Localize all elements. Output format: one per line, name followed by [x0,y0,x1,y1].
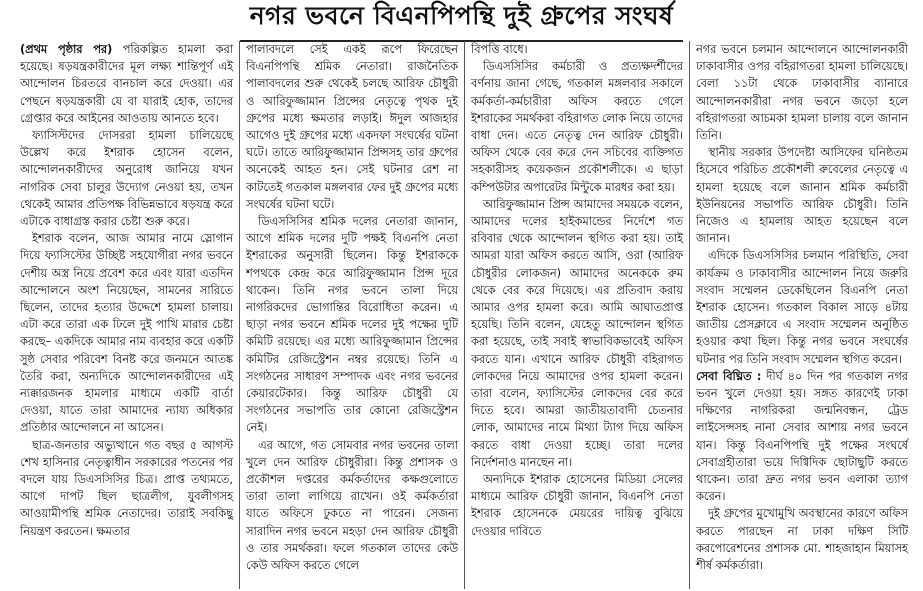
paragraph [696,505,908,574]
column-1 [14,41,239,589]
paragraph-text: নগর ভবনে চলমান আন্দোলনে আন্দোলনকারী ঢাকাবাসীর ওপর বহিরাগতরা হামলা চালিয়েছে। বেলা ১১টা থেকে ঢাকাবাসীর ব্যানারে আন্দোলনকারীরা নগর ভবনে জড়ো হলে বহিরাগতরা আচমকা হামলা চালায় বলে জানান তিনি। [696,43,908,143]
article-body [14,41,914,589]
paragraph-text: স্থানীয় সরকার উপদেষ্টা আসিফের ঘনিষ্ঠতম হিসেবে পরিচিত প্রকৌশলী রুবেলের নেতৃত্বে এ হামলা হয়েছে বলে জানান শ্রমিক কর্মচারী ইউনিয়নের সভাপতি আরিফ চৌধুরী। তিনি নিজেও এ হামলায় আহত হয়েছেন বলে জানান। [696,146,908,246]
paragraph-lead: সেবা বিঘ্নিত : [696,369,762,383]
paragraph-text: পালাবদলে সেই একই রূপে ফিরেছেন বিএনপিপন্থি শ্রমিক নেতারা। রাজনৈতিক পালাবদলের শুরু থেকেই চলছে আরিফ চৌধুরী ও আরিফুজ্জামান প্রিন্সের নেতৃত্বে পৃথক দুই গ্রুপের মধ্যে ক্ষমতার লড়াই। ঈদুল আজহার আগেও দুই গ্রুপের মধ্যে একদফা সংঘর্ষের ঘটনা ঘটে। তাতে আরিফুজ্জামান প্রিন্সসহ তার গ্রুপের অনেকেই আহত হন। সেই ঘটনার রেশ না কাটতেই গতকাল মঙ্গলবার ফের দুই গ্রুপের মধ্যে সংঘর্ষের ঘটনা ঘটে। [246,43,458,211]
paragraph-text: ডিএসসিসির শ্রমিক দলের নেতারা জানান, আগে শ্রমিক দলের দুটি পক্ষই বিএনপি নেতা ইশরাকের অনুসারী ছিলেন। কিন্তু ইশরাককে শপথকে কেন্দ্র করে আরিফুজ্জামান প্রিন্স দূরে থাকেন। তিনি নগর ভবনে তালা দিয়ে নাগরিকদের ভোগান্তির বিরোধিতা করেন। এ ছাড়া নগর ভবনে শ্রমিক দলের দুই পক্ষের দুটি কমিটি রয়েছে। এর মধ্যে আরিফুজ্জামান প্রিন্সের কমিটির রেজিস্ট্রেশন নম্বর রয়েছে। তিনি এ সংগঠনের সাধারণ সম্পাদক এবং নগর ভবনের কেয়ারটেকার। কিন্তু আরিফ চৌধুরী যে সংগঠনের সভাপতি তার কোনো রেজিস্ট্রেশন নেই। [246,215,458,435]
column-2 [239,41,464,589]
paragraph-text: ফ্যাসিস্টদের দোসররা হামলা চালিয়েছে উল্লেখ করে ইশরাক হোসেন বলেন, আন্দোলনকারীদের অনুরোধ জানিয়ে যখন নাগরিক সেবা চালুর উদ্যোগ নেওয়া হয়, তখন থেকেই আমার প্রতিপক্ষ বিভিন্নভাবে ষড়যন্ত্র করে এটাকে বাধাগ্রস্ত করার চেষ্টা শুরু করে। [20,129,233,229]
paragraph-text: অন্যদিকে ইশরাক হোসেনের মিডিয়া সেলের মাধ্যমে আরিফ চৌধুরী জানান, বিএনপি নেতা ইশরাক হোসেনকে মেয়রের দায়িত্ব বুঝিয়ে দেওয়ার দাবিতে [471,473,683,538]
column-3 [464,41,689,589]
paragraph-text: আরিফুজ্জামান প্রিন্স আমাদের সময়কে বলেন, আমাদের দলের হাইকমান্ডের নির্দেশে গত রবিবার থেকে আন্দোলন স্থগিত করা হয়। তাই আমরা যারা অফিস করতে আসি, ওরা (আরিফ চৌধুরীর লোকজন) আমাদের অনেককে রুম থেকে বের করে দিয়েছে। এর প্রতিবাদ করায় আমার ওপর হামলা করে। আমি আঘাতপ্রাপ্ত হয়েছি। তিনি বলেন, যেহেতু আন্দোলন স্থগিত করা হয়েছে, তাই সবাই স্বাভাবিকভাবেই অফিস করতে যান। এখানে আরিফ চৌধুরী বহিরাগত লোকদের নিয়ে আমাদের ওপর হামলা করেন। তারা বলেন, ফ্যাসিস্টের লোকদের বের করে দিতে হবে। আমরা জাতীয়তাবাদী চেতনার লোক, আমাদের নামে মিথ্যা ট্যাগ দিয়ে অফিস করতে বাধা দেওয়া হচ্ছে। তারা দলের নির্দেশনাও মানছেন না। [471,197,683,469]
paragraph-text: এর আগে, গত সোমবার নগর ভবনের তালা খুলে দেন আরিফ চৌধুরীরা। কিন্তু প্রশাসক ও প্রকৌশল দপ্তরের কর্মকর্তাদের কক্ষগুলোতে তারা তালা লাগিয়ে রাখেন। ওই কর্মকর্তারা যাতে অফিসে ঢুকতে না পারেন। সেজন্য সারাদিন নগর ভবনে মহড়া দেন আরিফ চৌধুরী ও তার সমর্থকরা। ফলে গতকাল তাদের কেউ কেউ অফিস করতে গেলে [246,438,458,573]
paragraph [696,247,908,367]
paragraph-text: ডিএসসিসির কর্মচারী ও প্রত্যক্ষদর্শীদের বর্ণনায় জানা গেছে, গতকাল মঙ্গলবার সকালে কর্মকর্তা-কর্মচারীরা অফিস করতে গেলে ইশরাকের সমর্থকরা বহিরাগত লোক নিয়ে তাদের বাধা দেন। এতে নেতৃত্ব দেন আরিফ চৌধুরী। অফিস থেকে বের করে দেন সচিবের ব্যক্তিগত সহকারীসহ কয়েকজন প্রকৌশলীকে। এ ছাড়া কম্পিউটার অপারেটর মিন্টুকে মারধর করা হয়। [471,60,683,194]
paragraph [696,368,908,506]
article-headline: নগর ভবনে বিএনপিপন্থি দুই গ্রুপের সংঘর্ষ [240,0,684,42]
paragraph [696,144,908,247]
paragraph [246,213,458,437]
paragraph-text: দীর্ঘ ৪০ দিন পর গতকাল নগর ভবন খুলে দেওয়া হয়। সঙ্গত কারণেই ঢাকা দক্ষিণের নাগরিকরা জন্মনিবন্ধন, ট্রেড লাইসেন্সসহ নানা সেবার আশায় নগর ভবনে যান। কিন্তু বিএনপিপন্থি দুই পক্ষের সংঘর্ষে সেবাগ্রহীতারা ভয়ে দিগ্বিদিক ছোটাছুটি করতে থাকেন। তারা দ্রুত নগর ভবন এলাকা ত্যাগ করেন। [696,369,908,504]
paragraph-text: ইশরাক বলেন, আজ আমার নামে স্লোগান দিয়ে ফ্যাসিস্টের উচ্ছিষ্ট সহযোগীরা নগর ভবনে দেশীয় অস্ত্র নিয়ে প্রবেশ করে এবং যারা এতদিন আন্দোলনে অংশ নিয়েছেন, সামনের সারিতে ছিলেন, তাদের হত্যার উদ্দেশে হামলা চালায়। এটা করে তারা এক ঢিলে দুই পাখি মারার চেষ্টা করছে– একদিকে আমার নাম ব্যবহার করে একটি সুষ্ঠ সেবার পরিবেশ বিনষ্ট করে জনমনে আতঙ্ক তৈরি করা, অন্যদিকে আন্দোলনকারীদের এই ন্যক্কারজনক হামলার মাধ্যমে একটি বার্তা দেওয়া, যাতে তারা আমাদের ন্যায্য অধিকার প্রতিষ্ঠার আন্দোলনে না আসেন। [20,232,233,435]
column-4 [689,41,914,589]
paragraph-text: এদিকে ডিএসসিসির চলমান পরিস্থিতি, সেবা কার্যক্রম ও ঢাকাবাসীর আন্দোলন নিয়ে জরুরি সংবাদ সম্মেলন ডেকেছিলেন বিএনপি নেতা ইশরাক হোসেন। গতকাল বিকাল সাড়ে ৪টায় জাতীয় প্রেসক্লাবে এ সংবাদ সম্মেলন অনুষ্ঠিত হওয়ার কথা ছিল। কিন্তু নগর ভবনে সংঘর্ষের ঘটনার পর তিনি সংবাদ সম্মেলন স্থগিত করেন। [696,249,908,366]
paragraph [20,127,233,230]
paragraph-text: ছাত্র-জনতার অভ্যুত্থানে গত বছর ৫ আগস্ট শেখ হাসিনার নেতৃত্বাধীন সরকারের পতনের পর বদলে যায় ডিএসসিসির চিত্র। প্রাপ্ত তথ্যমতে, আগে দাপট ছিল ছাত্রলীগ, যুবলীগসহ আওয়ামীপন্থি শ্রমিক নেতাদের। তারাই সবকিছু নিয়ন্ত্রণ করতেন। ক্ষমতার [20,438,233,538]
paragraph [471,58,683,196]
paragraph [20,41,233,127]
paragraph [20,230,233,436]
paragraph [471,196,683,471]
headline-container [0,0,923,38]
paragraph [471,471,683,540]
paragraph-lead: (প্রথম পৃষ্ঠার পর) [20,43,113,56]
paragraph-text: পরিকল্পিত হামলা করা হয়েছে। ষড়যন্ত্রকারীদের মূল লক্ষ্য শান্তিপূর্ণ এই আন্দোলন চিরতরে বানচাল করে দেওয়া। এর পেছনে ষড়যন্ত্রকারী যে বা যারাই হোক, তাদের গ্রেপ্তার করে আইনের আওতায় আনতে হবে। [20,43,234,125]
paragraph-text: বিপত্তি বাধে। [471,43,528,56]
paragraph [471,41,683,58]
paragraph [20,437,233,540]
paragraph [696,41,908,144]
paragraph [246,437,458,575]
paragraph [246,41,458,213]
paragraph-text: দুই গ্রুপের মুখোমুখি অবস্থানের কারণে অফিস করতে পারছেন না ঢাকা দক্ষিণ সিটি করপোরেশনের প্রশাসক মো. শাহজাহান মিয়াসহ শীর্ষ কর্মকর্তারা। [696,507,908,573]
